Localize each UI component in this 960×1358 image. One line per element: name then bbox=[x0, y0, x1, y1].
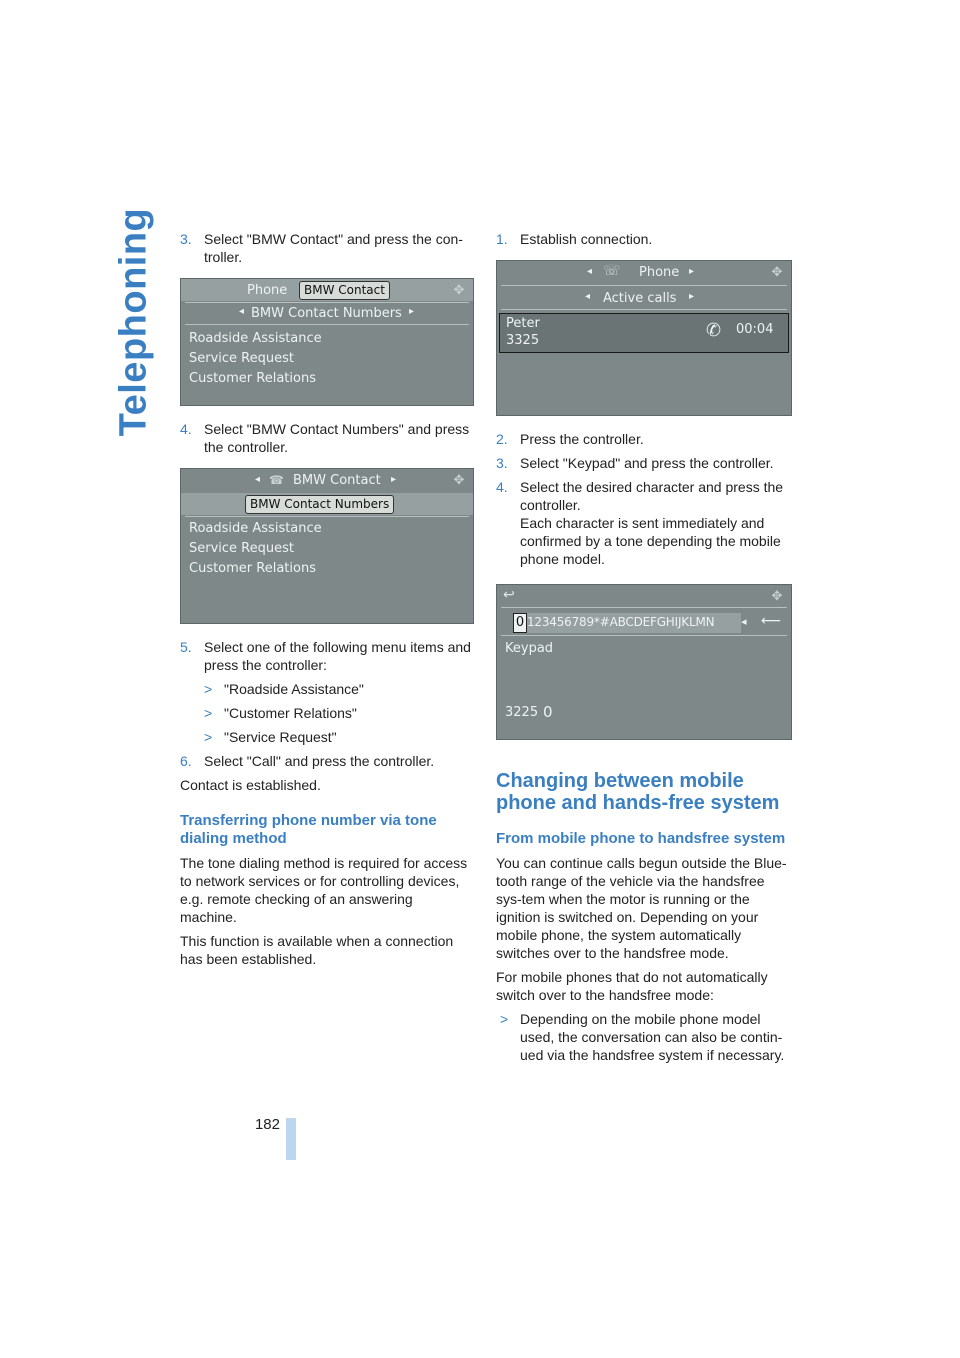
step-4-select-char: 4. Select the desired character and press the controller. bbox=[496, 479, 784, 513]
tab-phone: Phone bbox=[247, 283, 288, 298]
menu-item-service: Service Request bbox=[189, 351, 294, 366]
move-arrows-icon: ✥ bbox=[453, 473, 465, 488]
call-active-icon: ✆ bbox=[706, 320, 722, 341]
back-icon: ↩ bbox=[503, 587, 515, 603]
caller-name: Peter bbox=[506, 316, 540, 331]
screen-active-calls bbox=[496, 260, 792, 416]
move-arrows-icon: ✥ bbox=[771, 589, 783, 604]
header-left-arrow-icon: ◂ bbox=[587, 266, 593, 277]
scroll-left-icon: ◂ bbox=[741, 615, 747, 628]
bullet-roadside: > "Roadside Assistance" bbox=[204, 681, 364, 697]
menu-item-service: Service Request bbox=[189, 541, 294, 556]
header-left-arrow-icon: ◂ bbox=[255, 474, 261, 485]
char-list: 123456789*#ABCDEFGHIJKLMN bbox=[527, 615, 715, 629]
right-column bbox=[496, 230, 790, 1070]
para-no-auto-switch: For mobile phones that do not automatically switch over to the handsfree mode: bbox=[496, 969, 768, 1003]
para-tone-dialing: The tone dialing method is required for access to network services or for controlling devices, e.g. remote checking of an answering machine. bbox=[180, 855, 468, 925]
screen-bmw-contact bbox=[180, 278, 474, 406]
page-marker-bar bbox=[286, 1118, 296, 1160]
heading-tone-dialing: Transferring phone number via tone dialing method bbox=[180, 812, 437, 847]
call-duration: 00:04 bbox=[736, 322, 774, 337]
menu-item-customer: Customer Relations bbox=[189, 561, 316, 576]
para-continue-calls: You can continue calls begun outside the Blue-tooth range of the vehicle via the handsfree sys-tem when the motor is running or the ignition is switched on. Depending on your mobile phone, the system automatically switches over to the handsfree mode. bbox=[496, 855, 787, 961]
menu-item-roadside: Roadside Assistance bbox=[189, 521, 322, 536]
move-arrows-icon: ✥ bbox=[771, 265, 783, 280]
subheader: BMW Contact Numbers bbox=[251, 306, 402, 321]
step-1: 1. Establish connection. bbox=[496, 231, 653, 247]
contact-established: Contact is established. bbox=[180, 777, 321, 793]
step-5: 5. Select one of the following menu items and press the controller: bbox=[180, 639, 471, 673]
screen-keypad bbox=[496, 584, 792, 740]
header-right-arrow-icon: ▸ bbox=[391, 474, 397, 485]
entered-char: 0 bbox=[543, 703, 553, 721]
caller-number: 3325 bbox=[506, 333, 540, 348]
menu-item-customer: Customer Relations bbox=[189, 371, 316, 386]
subheader: Active calls bbox=[603, 291, 677, 306]
step-3: 3. Select "BMW Contact" and press the con-troller. bbox=[180, 231, 463, 265]
heading-changing: Changing between mobile phone and hands-free system bbox=[496, 770, 780, 814]
page-number: 182 bbox=[254, 1116, 280, 1133]
menu-item-roadside: Roadside Assistance bbox=[189, 331, 322, 346]
active-call-row bbox=[499, 313, 789, 353]
header-right-arrow-icon: ▸ bbox=[689, 266, 695, 277]
dialed-number: 3225 bbox=[505, 705, 539, 720]
subheader-left-arrow-icon: ◂ bbox=[239, 306, 245, 317]
screen-header: Phone bbox=[639, 265, 680, 280]
keypad-label: Keypad bbox=[505, 641, 554, 656]
selected-char: 0 bbox=[513, 613, 527, 633]
para-availability: This function is available when a connection has been established. bbox=[180, 933, 454, 967]
step-6: 6. Select "Call" and press the controller. bbox=[180, 753, 435, 769]
screen-header: BMW Contact bbox=[293, 473, 381, 488]
step-4-note: Each character is sent immediately and confirmed by a tone depending the mobile phone model. bbox=[520, 515, 781, 567]
backspace-icon: ⟵ bbox=[761, 613, 782, 629]
step-4: 4. Select "BMW Contact Numbers" and press the controller. bbox=[180, 421, 470, 455]
subheading-mobile-to-handsfree: From mobile phone to handsfree system bbox=[496, 830, 786, 847]
bullet-handsfree: > Depending on the mobile phone model used, the conversation can also be contin-ued via the handsfree system if necessary. bbox=[500, 1011, 785, 1063]
move-arrows-icon: ✥ bbox=[453, 283, 465, 298]
subheader-left-arrow-icon: ◂ bbox=[585, 291, 591, 302]
screen-bmw-contact-numbers bbox=[180, 468, 474, 624]
subheader-right-arrow-icon: ▸ bbox=[409, 306, 415, 317]
tab-bmw-contact-selected: BMW Contact bbox=[299, 281, 390, 300]
contact-icon: ☎ bbox=[269, 473, 284, 487]
selected-bmw-contact-numbers: BMW Contact Numbers bbox=[245, 495, 394, 514]
bullet-customer: > "Customer Relations" bbox=[204, 705, 357, 721]
step-2: 2. Press the controller. bbox=[496, 431, 644, 447]
bullet-service: > "Service Request" bbox=[204, 729, 337, 745]
step-3-keypad: 3. Select "Keypad" and press the controller. bbox=[496, 455, 774, 471]
left-column bbox=[180, 230, 472, 974]
phone-handset-icon: ☏ bbox=[603, 263, 621, 279]
section-title: Telephoning bbox=[112, 207, 155, 437]
subheader-right-arrow-icon: ▸ bbox=[689, 291, 695, 302]
